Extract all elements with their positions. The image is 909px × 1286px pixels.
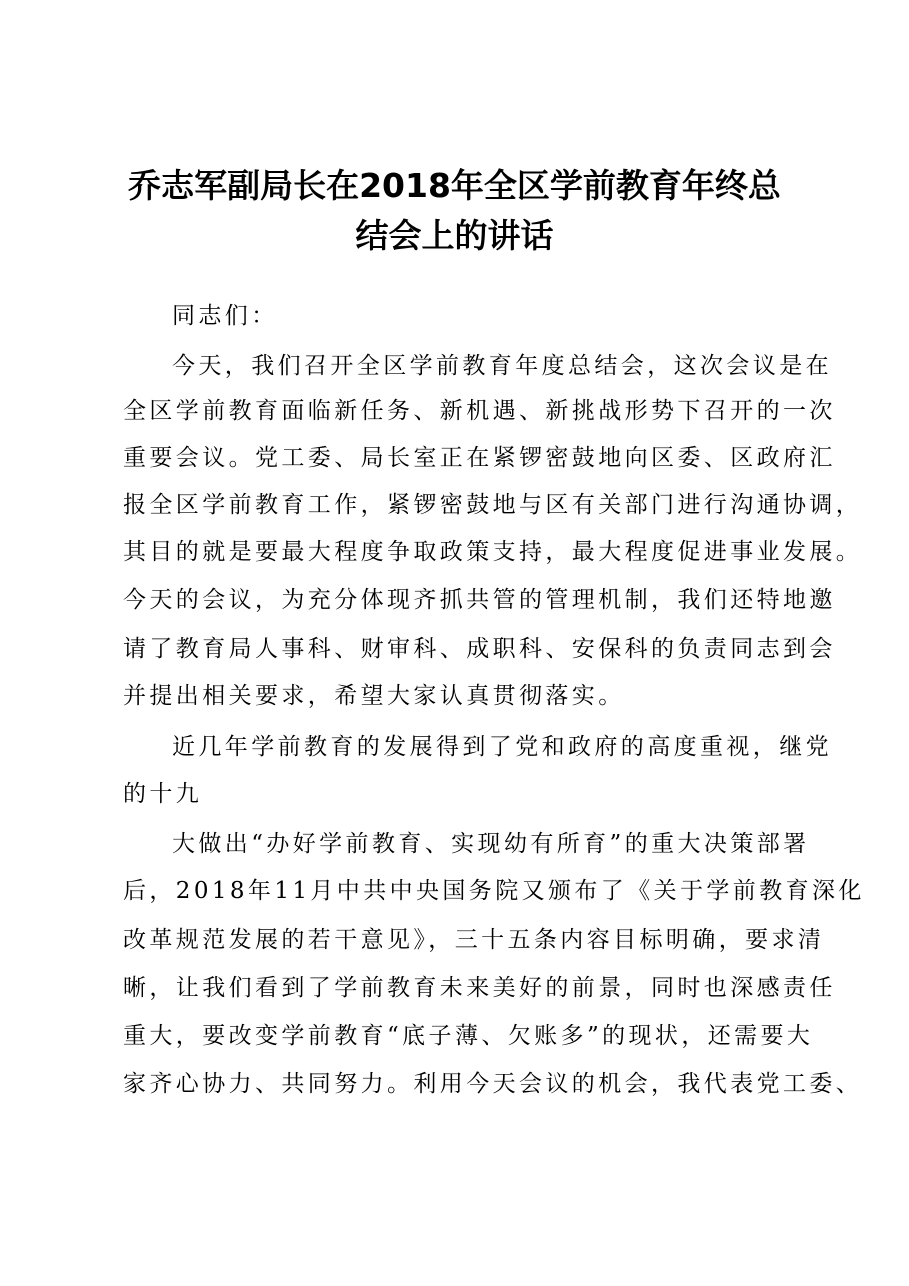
document-title-line-1: 乔志军副局长在2018年全区学前教育年终总 [128,166,781,205]
document-title-line-2: 结会上的讲话 [355,216,554,255]
body-line: 家齐心协力、共同努力。利用今天会议的机会，我代表党工委、 [123,1071,863,1097]
body-line: 其目的就是要最大程度争取政策支持，最大程度促进事业发展。 [123,539,863,565]
body-line: 今天，我们召开全区学前教育年度总结会，这次会议是在 [172,353,832,379]
body-line: 重要会议。党工委、局长室正在紧锣密鼓地向区委、区政府汇 [123,445,836,471]
body-line: 报全区学前教育工作，紧锣密鼓地与区有关部门进行沟通协调， [123,492,863,518]
body-line: 后，2018年11月中共中央国务院又颁布了《关于学前教育深化 [123,878,865,904]
body-line: 晰，让我们看到了学前教育未来美好的前景，同时也深感责任 [123,975,836,1001]
salutation: 同志们： [172,303,278,329]
body-line: 近几年学前教育的发展得到了党和政府的高度重视，继党 [172,734,832,760]
body-line: 今天的会议，为充分体现齐抓共管的管理机制，我们还特地邀 [123,587,836,613]
body-line: 大做出“办好学前教育、实现幼有所育”的重大决策部署 [172,831,810,857]
body-line: 全区学前教育面临新任务、新机遇、新挑战形势下召开的一次 [123,398,836,424]
body-line: 并提出相关要求，希望大家认真贯彻落实。 [123,683,625,709]
body-line: 请了教育局人事科、财审科、成职科、安保科的负责同志到会 [123,636,836,662]
body-line: 的十九 [123,781,203,807]
body-line: 重大，要改变学前教育“底子薄、欠账多”的现状，还需要大 [123,1023,814,1049]
body-line: 改革规范发展的若干意见》，三十五条内容目标明确，要求清 [123,927,825,953]
